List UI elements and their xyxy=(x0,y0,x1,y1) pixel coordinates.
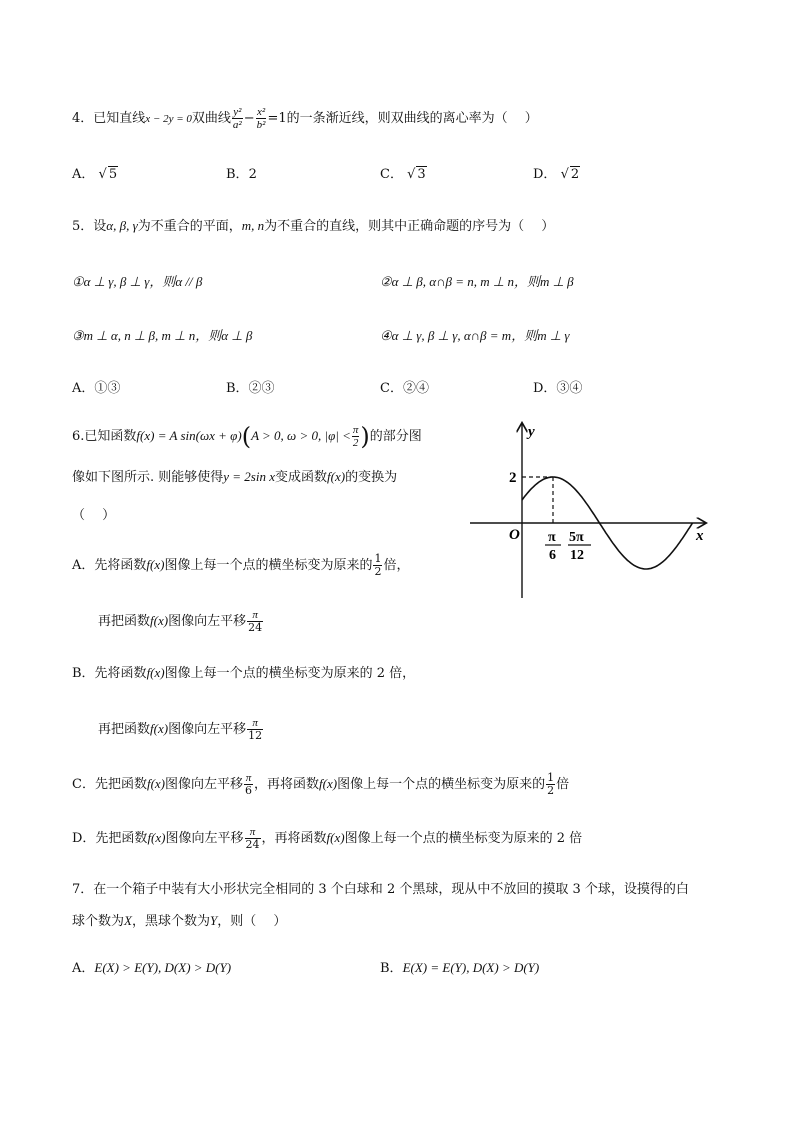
q7-option-b: B．E(X) = E(Y), D(X) > D(Y) xyxy=(380,960,540,976)
q4-option-b: B．2 xyxy=(226,167,257,182)
q6-stem-line1: 6.已知函数f(x) = A sin(ωx + φ)(A > 0, ω > 0, |φ| < $\frac{\pi}{2}$ )的部分图 xyxy=(72,422,422,451)
x-axis-label: x xyxy=(696,528,704,544)
x-tick-5pi-12-num: 5π xyxy=(569,530,584,545)
q4-stem: 4．已知直线x − 2y = 0双曲线 $\frac{\text{y²}}{\text{a²}}$ − $\frac{\text{x²}}{\text{b²}}$ =1的一条渐近线，则双曲线的离心率为（ ） xyxy=(72,106,538,131)
q5-proposition-2: ②α ⊥ β, α∩β = n, m ⊥ n，则m ⊥ β xyxy=(380,274,574,289)
y-tick-2: 2 xyxy=(509,470,517,486)
q6-stem-line2: 像如下图所示. 则能够使得y = 2sin x变成函数f(x)的变换为 xyxy=(72,469,398,485)
q7-stem-line1: 7．在一个箱子中装有大小形状完全相同的 3 个白球和 2 个黑球，现从中不放回的摸取 3 个球，设摸得的白 xyxy=(72,882,689,897)
q6-answer-paren: （ ） xyxy=(72,508,116,523)
q5-option-b: B．②③ xyxy=(226,381,275,396)
x-tick-pi-6-num: π xyxy=(548,530,556,545)
x-tick-5pi-12-den: 12 xyxy=(570,548,584,563)
q4-option-c: C． √ 3 xyxy=(380,167,426,182)
q5-stem: 5．设α, β, γ为不重合的平面，m, n为不重合的直线，则其中正确命题的序号为（ ） xyxy=(72,218,555,234)
q4-option-d: D． √ 2 xyxy=(533,167,580,182)
q5-proposition-4: ④α ⊥ γ, β ⊥ γ, α∩β = m，则m ⊥ γ xyxy=(380,328,570,343)
q6-option-d: D．先把函数f(x)图像向左平移 $\frac{\pi}{24}$ ，再将函数f(x)图像上每一个点的横坐标变为原来的 2 倍 xyxy=(72,826,583,851)
q6-option-a-line1: A．先将函数f(x)图像上每一个点的横坐标变为原来的 $\frac{1}{2}$ 倍， xyxy=(72,552,410,578)
q4-option-a: A． √ 5 xyxy=(72,167,118,182)
origin-label: O xyxy=(509,527,520,543)
q5-option-c: C．②④ xyxy=(380,381,429,396)
y-axis-label: y xyxy=(528,424,535,440)
q6-option-b-line1: B．先将函数f(x)图像上每一个点的横坐标变为原来的 2 倍， xyxy=(72,665,416,681)
q6-option-b-line2: 再把函数f(x)图像向左平移 $\frac{\pi}{12}$ xyxy=(98,717,263,742)
x-tick-pi-6-den: 6 xyxy=(549,548,556,563)
q7-option-a: A．E(X) > E(Y), D(X) > D(Y) xyxy=(72,960,232,976)
q5-option-a: A．①③ xyxy=(72,381,121,396)
q5-proposition-3: ③m ⊥ α, n ⊥ β, m ⊥ n，则α ⊥ β xyxy=(72,328,253,343)
q6-sine-graph xyxy=(465,418,715,603)
q5-proposition-1: ①α ⊥ γ, β ⊥ γ，则α // β xyxy=(72,274,203,289)
q7-stem-line2: 球个数为X，黑球个数为Y，则（ ） xyxy=(72,913,287,929)
q6-option-a-line2: 再把函数f(x)图像向左平移 $\frac{\pi}{24}$ xyxy=(98,609,263,634)
q6-option-c: C．先把函数f(x)图像向左平移 $\frac{\pi}{6}$ ，再将函数f(x)图像上每一个点的横坐标变为原来的 $\frac{1}{2}$ 倍 xyxy=(72,771,570,797)
q5-option-d: D．③④ xyxy=(533,381,583,396)
